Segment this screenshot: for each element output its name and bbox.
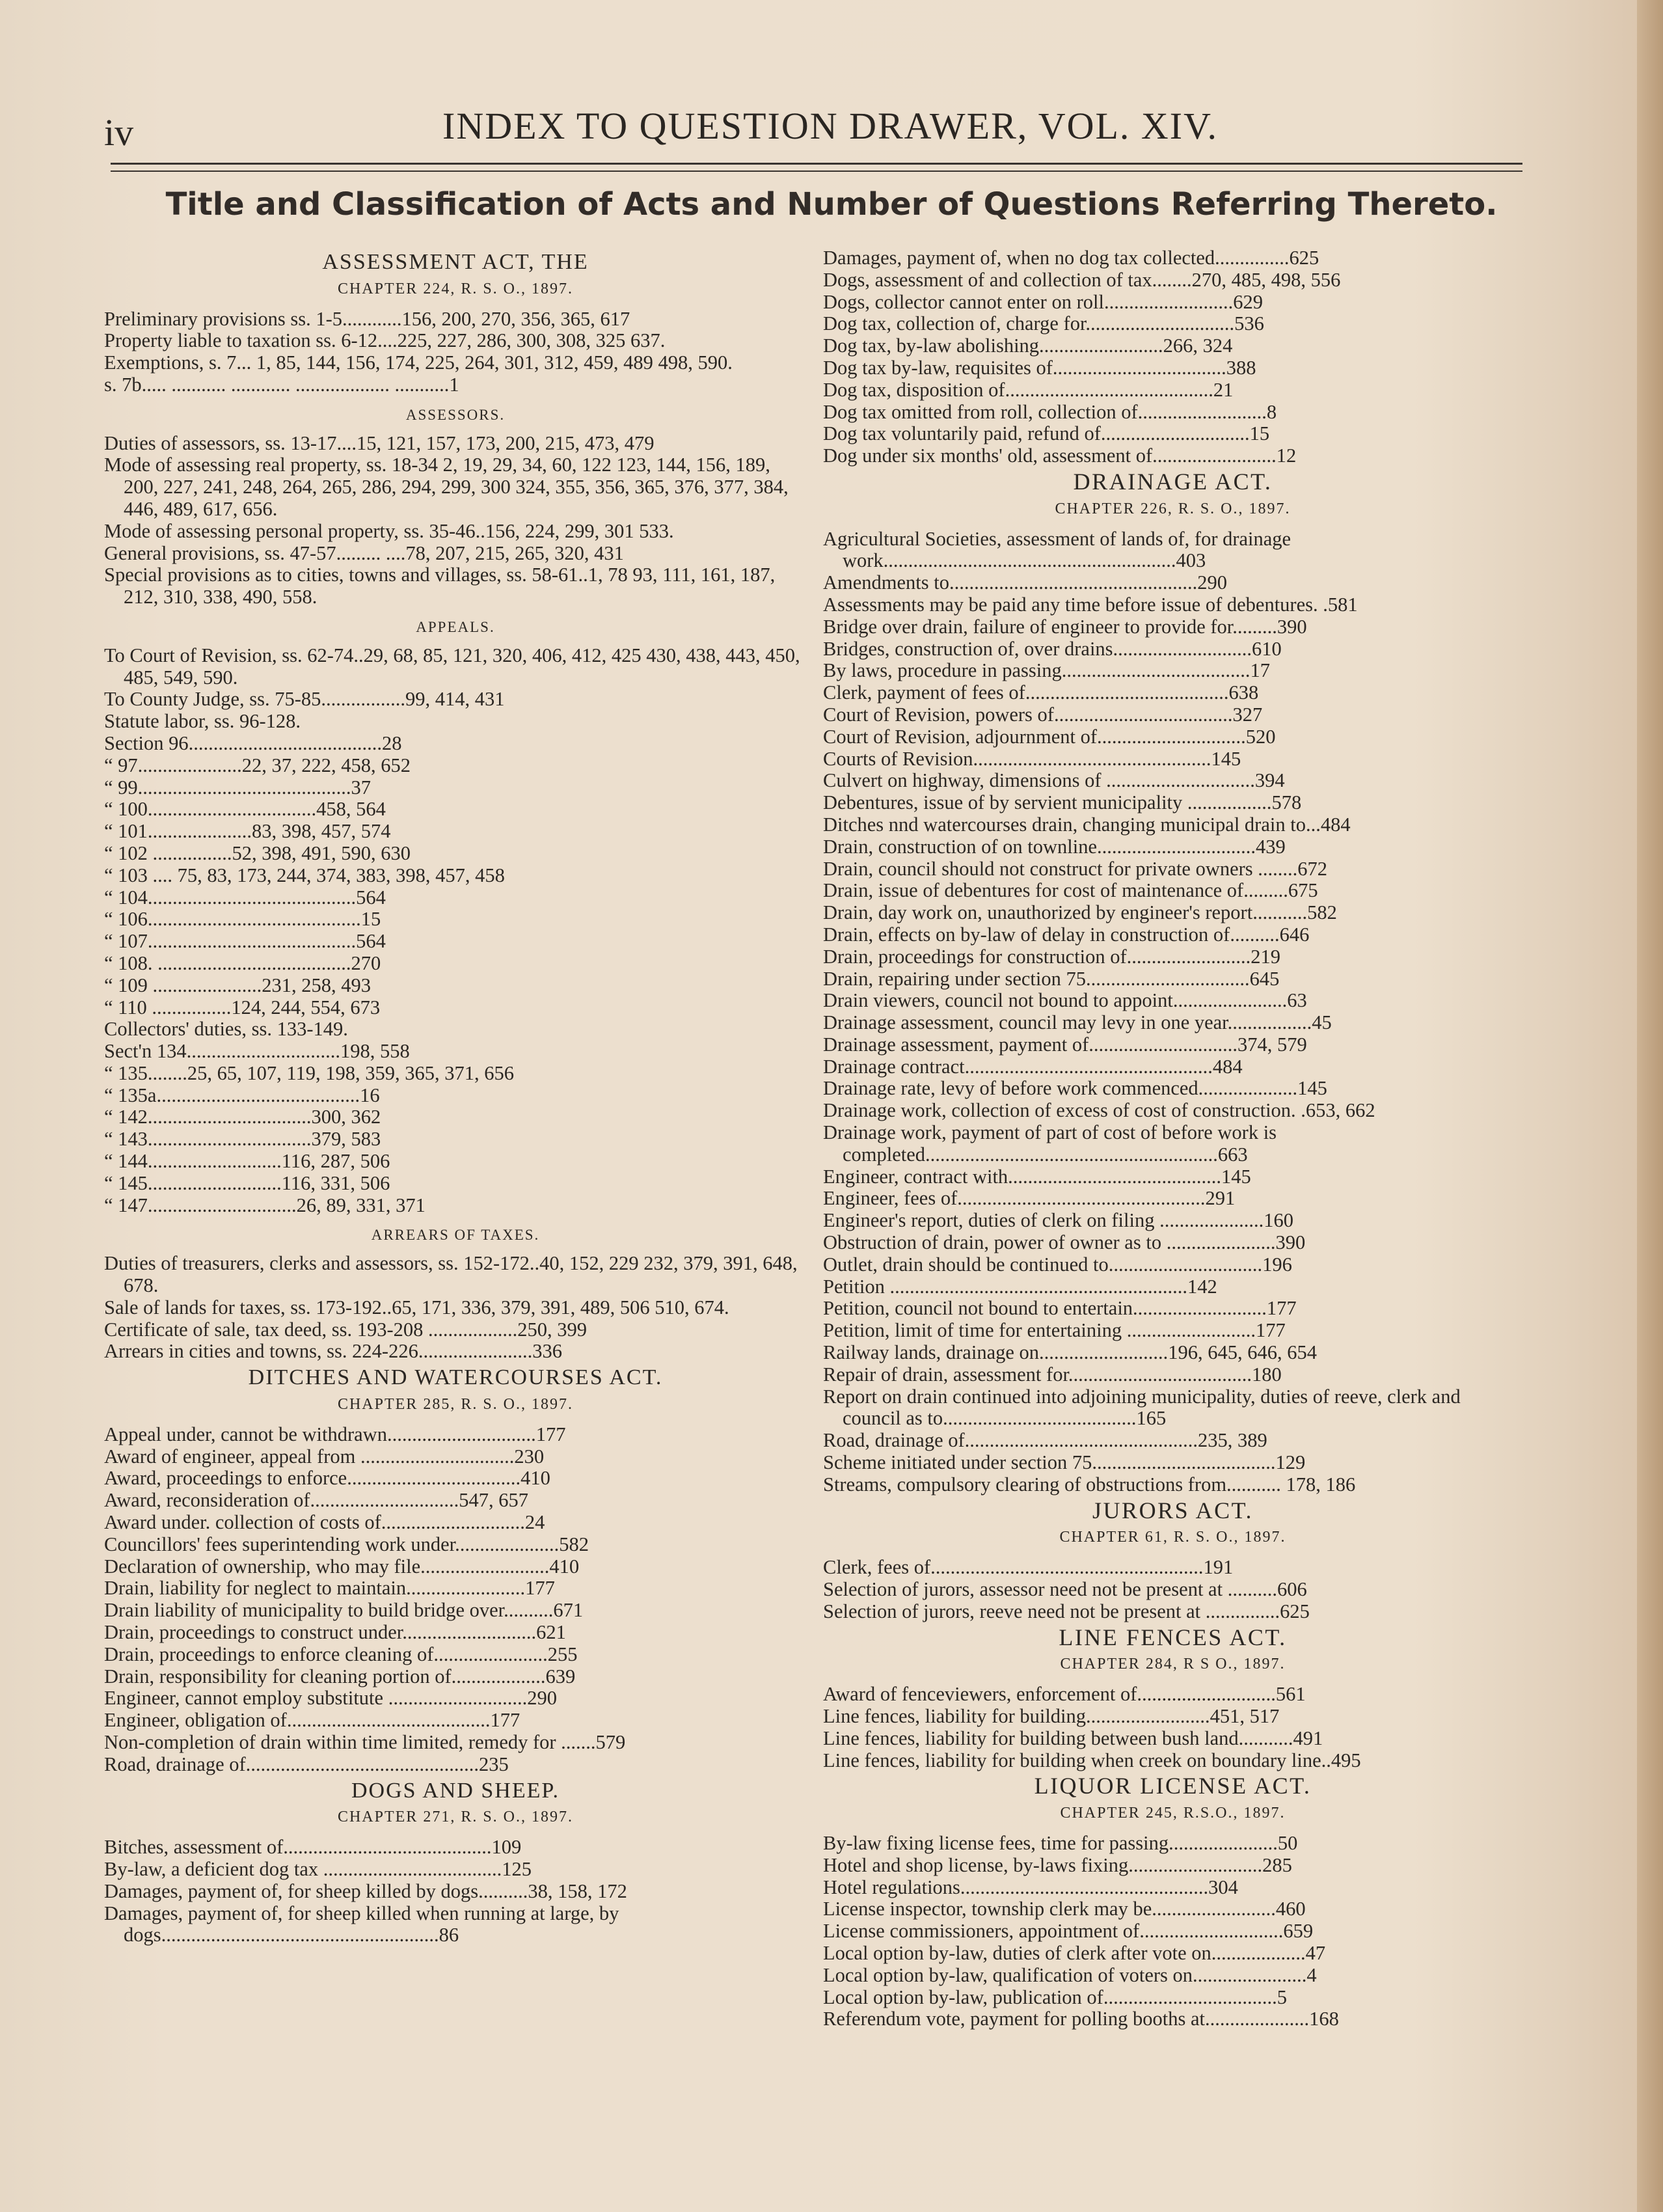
index-entry: Petition ............................................................142: [823, 1275, 1217, 1298]
index-entry: Drainage work, collection of excess of cost of construction. .653, 662: [823, 1099, 1375, 1122]
index-entry: Line fences, liability for building when creek on boundary line..495: [823, 1749, 1361, 1771]
act-heading: DRAINAGE ACT.: [1073, 468, 1273, 495]
index-entry: Appeal under, cannot be withdrawn..............................177: [104, 1423, 566, 1445]
index-entry: Court of Revision, powers of....................................327: [823, 703, 1263, 726]
index-entry: Dog tax by-law, requisites of...................................388: [823, 356, 1256, 379]
index-entry: Railway lands, drainage on..........................196, 645, 646, 654: [823, 1341, 1318, 1364]
index-entry: License inspector, township clerk may be.........................460: [823, 1898, 1306, 1920]
index-entry: Road, drainage of...............................................235, 389: [823, 1429, 1267, 1452]
index-entry: Drain, construction of on townline................................439: [823, 835, 1286, 858]
running-title: INDEX TO QUESTION DRAWER, VOL. XIV.: [442, 105, 1219, 147]
index-entry: Bridges, construction of, over drains............................610: [823, 637, 1282, 660]
index-entry: Property liable to taxation ss. 6-12....225, 227, 286, 300, 308, 325 637.: [104, 329, 666, 352]
right-column: [823, 247, 1522, 2030]
index-entry: Drain, issue of debentures for cost of maintenance of.........675: [823, 879, 1318, 902]
index-entry: Court of Revision, adjournment of..............................520: [823, 725, 1276, 748]
index-entry: Repair of drain, assessment for.....................................180: [823, 1363, 1282, 1386]
index-entry: Engineer, obligation of.........................................177: [104, 1709, 521, 1732]
chapter-citation: CHAPTER 226, R. S. O., 1897.: [1055, 500, 1291, 517]
index-entry: Amendments to..................................................290: [823, 571, 1227, 594]
index-entry: By-law fixing license fees, time for passing......................50: [823, 1831, 1298, 1854]
index-entry: Drainage work, payment of part of cost of before work is completed...........................................................663: [823, 1121, 1277, 1166]
index-entry: “ 144...........................116, 287, 506: [104, 1150, 390, 1173]
header-rule-top: [111, 163, 1522, 165]
index-entry: Drain, proceedings for construction of.........................219: [823, 945, 1281, 968]
index-entry: Award under. collection of costs of.............................24: [104, 1511, 545, 1534]
index-entry: “ 104..........................................564: [104, 886, 386, 908]
index-entry: Drainage assessment, council may levy in one year.................45: [823, 1011, 1332, 1034]
index-entry: Drain, day work on, unauthorized by engineer's report...........582: [823, 901, 1337, 924]
index-entry: Engineer, fees of..................................................291: [823, 1187, 1236, 1210]
index-entry: Damages, payment of, when no dog tax collected...............625: [823, 247, 1319, 269]
index-entry: Petition, limit of time for entertaining ..........................177: [823, 1319, 1286, 1342]
index-entry: Debentures, issue of by servient municipality .................578: [823, 791, 1302, 814]
index-entry: Engineer, contract with...........................................145: [823, 1165, 1251, 1188]
index-entry: “ 101.....................83, 398, 457, 574: [104, 820, 391, 843]
index-entry: Scheme initiated under section 75.....................................129: [823, 1451, 1306, 1474]
index-entry: Selection of jurors, reeve need not be present at ...............625: [823, 1600, 1310, 1622]
index-entry: “ 109 ......................231, 258, 493: [104, 974, 372, 996]
chapter-citation: CHAPTER 224, R. S. O., 1897.: [337, 280, 574, 297]
index-entry: Drain viewers, council not bound to appoint.......................63: [823, 989, 1307, 1012]
index-entry: “ 147..............................26, 89, 331, 371: [104, 1194, 426, 1216]
index-entry: Outlet, drain should be continued to...............................196: [823, 1253, 1292, 1276]
index-entry: Agricultural Societies, assessment of lands of, for drainage work...........................................................403: [823, 527, 1291, 572]
chapter-citation: CHAPTER 284, R S O., 1897.: [1060, 1656, 1286, 1673]
index-entry: Drain, repairing under section 75.................................645: [823, 967, 1280, 990]
subsection-heading: APPEALS.: [416, 618, 495, 635]
index-entry: “ 97.....................22, 37, 222, 458, 652: [104, 754, 411, 776]
index-entry: Engineer, cannot employ substitute ............................290: [104, 1687, 557, 1710]
index-entry: Dogs, collector cannot enter on roll..........................629: [823, 290, 1263, 313]
index-entry: Road, drainage of...............................................235: [104, 1753, 509, 1775]
index-entry: “ 145...........................116, 331, 506: [104, 1171, 390, 1194]
chapter-citation: CHAPTER 285, R. S. O., 1897.: [337, 1396, 574, 1413]
index-entry: “ 103 .... 75, 83, 173, 244, 374, 383, 398, 457, 458: [104, 864, 505, 886]
index-entry: Dog tax, collection of, charge for..............................536: [823, 312, 1264, 335]
index-entry: Drainage assessment, payment of..............................374, 579: [823, 1033, 1307, 1056]
index-entry: “ 108. .......................................270: [104, 951, 381, 974]
index-entry: Award of fenceviewers, enforcement of............................561: [823, 1683, 1306, 1706]
index-entry: Local option by-law, duties of clerk after vote on...................47: [823, 1941, 1326, 1964]
chapter-citation: CHAPTER 245, R.S.O., 1897.: [1060, 1805, 1286, 1822]
index-entry: Damages, payment of, for sheep killed when running at large, by dogs........................................................86: [104, 1902, 619, 1946]
page-edge: [1637, 0, 1663, 2212]
index-entry: Dog tax omitted from roll, collection of..........................8: [823, 400, 1277, 423]
index-entry: Special provisions as to cities, towns and villages, ss. 58-61..1, 78 93, 111, 161, 187, 212, 310, 338, 490, 558.: [104, 564, 776, 608]
index-entry: Hotel regulations..................................................304: [823, 1876, 1238, 1898]
act-heading: ASSESSMENT ACT, THE: [322, 250, 589, 274]
index-entry: Dog tax voluntarily paid, refund of..............................15: [823, 422, 1270, 445]
act-heading: LINE FENCES ACT.: [1059, 1624, 1287, 1650]
subsection-heading: ASSESSORS.: [405, 406, 506, 423]
index-entry: Obstruction of drain, power of owner as to ......................390: [823, 1231, 1306, 1254]
index-entry: By laws, procedure in passing......................................17: [823, 659, 1271, 682]
index-entry: Mode of assessing real property, ss. 18-34 2, 19, 29, 34, 60, 122 123, 144, 156, 189, 200, 227, 241, 248, 264, 265, 286, 294, 299, 300 324, 355, 356, 365, 376, 377, 384, 446, 489, 617, 656.: [104, 454, 789, 520]
page-header: [104, 104, 1529, 156]
index-entry: Clerk, fees of.......................................................191: [823, 1556, 1234, 1579]
index-entry: Mode of assessing personal property, ss. 35-46..156, 224, 299, 301 533.: [104, 519, 674, 542]
index-entry: Local option by-law, qualification of voters on.......................4: [823, 1963, 1317, 1986]
index-entry: Culvert on highway, dimensions of ..............................394: [823, 769, 1285, 792]
index-entry: General provisions, ss. 47-57......... ....78, 207, 215, 265, 320, 431: [104, 541, 624, 564]
index-entry: “ 106...........................................15: [104, 908, 381, 931]
index-entry: Councillors' fees superintending work under.....................582: [104, 1533, 589, 1555]
index-entry: Ditches nnd watercourses drain, changing municipal drain to...484: [823, 813, 1351, 836]
index-entry: Statute labor, ss. 96-128.: [104, 710, 301, 733]
index-entry: Line fences, liability for building.........................451, 517: [823, 1705, 1280, 1727]
index-entry: Exemptions, s. 7... 1, 85, 144, 156, 174, 225, 264, 301, 312, 459, 489 498, 590.: [104, 351, 733, 374]
index-entry: Drain, proceedings to enforce cleaning of.......................255: [104, 1643, 578, 1665]
index-entry: Award of engineer, appeal from ...............................230: [104, 1445, 545, 1468]
index-entry: Award, reconsideration of..............................547, 657: [104, 1489, 528, 1512]
index-entry: By-law, a deficient dog tax ....................................125: [104, 1857, 532, 1880]
act-heading: DITCHES AND WATERCOURSES ACT.: [248, 1365, 663, 1390]
index-entry: Hotel and shop license, by-laws fixing...........................285: [823, 1853, 1292, 1876]
index-entry: Preliminary provisions ss. 1-5............156, 200, 270, 356, 365, 617: [104, 307, 630, 330]
act-heading: JURORS ACT.: [1092, 1497, 1253, 1523]
index-entry: Drain, responsibility for cleaning portion of...................639: [104, 1665, 576, 1687]
index-entry: Drainage rate, levy of before work commenced....................145: [823, 1077, 1327, 1100]
index-entry: Bitches, assessment of..........................................109: [104, 1836, 522, 1859]
index-entry: “ 100..................................458, 564: [104, 798, 386, 821]
index-entry: Certificate of sale, tax deed, ss. 193-208 ..................250, 399: [104, 1318, 588, 1341]
index-entry: Local option by-law, publication of...................................5: [823, 1986, 1287, 2008]
index-entry: Non-completion of drain within time limited, remedy for .......579: [104, 1731, 626, 1753]
index-entry: Report on drain continued into adjoining municipality, duties of reeve, clerk and council as to.......................................165: [823, 1385, 1461, 1430]
index-entry: “ 143.................................379, 583: [104, 1128, 381, 1151]
act-heading: DOGS AND SHEEP.: [351, 1778, 560, 1803]
index-entry: Clerk, payment of fees of.........................................638: [823, 681, 1259, 704]
index-entry: Arrears in cities and towns, ss. 224-226.......................336: [104, 1340, 562, 1363]
subsection-heading: ARREARS OF TAXES.: [371, 1227, 540, 1244]
index-entry: Streams, compulsory clearing of obstructions from........... 178, 186: [823, 1473, 1356, 1495]
index-entry: “ 135........25, 65, 107, 119, 198, 359, 365, 371, 656: [104, 1061, 515, 1084]
index-entry: Dog tax, disposition of..........................................21: [823, 378, 1234, 401]
index-entry: Dog tax, by-law abolishing.........................266, 324: [823, 335, 1233, 357]
index-entry: License commissioners, appointment of.............................659: [823, 1920, 1314, 1943]
index-entry: Courts of Revision................................................145: [823, 747, 1241, 770]
index-entry: Damages, payment of, for sheep killed by dogs..........38, 158, 172: [104, 1879, 627, 1902]
index-entry: Drain, council should not construct for private owners ........672: [823, 857, 1328, 880]
index-entry: Section 96.......................................28: [104, 731, 402, 754]
index-entry: Collectors' duties, ss. 133-149.: [104, 1018, 348, 1041]
index-entry: Duties of assessors, ss. 13-17....15, 121, 157, 173, 200, 215, 473, 479: [104, 431, 655, 454]
main-heading: Title and Classification of Acts and Number of Questions Referring Thereto.: [165, 186, 1498, 223]
chapter-citation: CHAPTER 61, R. S. O., 1897.: [1059, 1529, 1286, 1546]
index-entry: “ 110 ................124, 244, 554, 673: [104, 996, 381, 1018]
index-entry: Referendum vote, payment for polling booths at.....................168: [823, 2008, 1339, 2030]
index-entry: Dog under six months' old, assessment of.........................12: [823, 444, 1297, 467]
index-entry: Sect'n 134...............................198, 558: [104, 1040, 410, 1063]
index-entry: Line fences, liability for building between bush land...........491: [823, 1727, 1323, 1749]
index-entry: To Court of Revision, ss. 62-74..29, 68, 85, 121, 320, 406, 412, 425 430, 438, 443, 450, 485, 549, 590.: [104, 644, 800, 689]
page-number: iv: [104, 111, 134, 154]
index-entry: Drainage contract..................................................484: [823, 1055, 1243, 1078]
index-entry: To County Judge, ss. 75-85.................99, 414, 431: [104, 688, 505, 711]
index-entry: Dogs, assessment of and collection of tax........270, 485, 498, 556: [823, 268, 1341, 291]
index-entry: Assessments may be paid any time before issue of debentures. .581: [823, 593, 1358, 616]
index-entry: Engineer's report, duties of clerk on filing .....................160: [823, 1209, 1293, 1232]
index-entry: “ 99...........................................37: [104, 776, 372, 799]
index-entry: Bridge over drain, failure of engineer to provide for.........390: [823, 615, 1307, 638]
index-entry: Drain, proceedings to construct under...........................621: [104, 1621, 566, 1644]
header-rule-bottom: [111, 171, 1522, 172]
left-column: [104, 247, 807, 1946]
index-entry: Selection of jurors, assessor need not be present at ..........606: [823, 1578, 1307, 1601]
index-entry: Sale of lands for taxes, ss. 173-192..65, 171, 336, 379, 391, 489, 506 510, 674.: [104, 1296, 729, 1318]
index-entry: Drain, liability for neglect to maintain........................177: [104, 1577, 555, 1600]
index-entry: Duties of treasurers, clerks and assessors, ss. 152-172..40, 152, 229 232, 379, 391, 648, 678.: [104, 1252, 798, 1297]
index-entry: “ 135a.........................................16: [104, 1084, 380, 1106]
index-entry: “ 142.................................300, 362: [104, 1106, 381, 1128]
index-entry: Petition, council not bound to entertain...........................177: [823, 1297, 1297, 1320]
index-entry: s. 7b..... ........... ............ ................... ...........1: [104, 373, 459, 396]
index-entry: “ 107..........................................564: [104, 930, 386, 953]
index-entry: Drain liability of municipality to build bridge over..........671: [104, 1599, 584, 1622]
act-heading: LIQUOR LICENSE ACT.: [1034, 1773, 1312, 1799]
index-entry: “ 102 ................52, 398, 491, 590, 630: [104, 841, 411, 864]
chapter-citation: CHAPTER 271, R. S. O., 1897.: [337, 1809, 574, 1826]
index-entry: Award, proceedings to enforce...................................410: [104, 1467, 550, 1490]
index-entry: Drain, effects on by-law of delay in construction of..........646: [823, 923, 1310, 946]
index-entry: Declaration of ownership, who may file..........................410: [104, 1555, 580, 1577]
